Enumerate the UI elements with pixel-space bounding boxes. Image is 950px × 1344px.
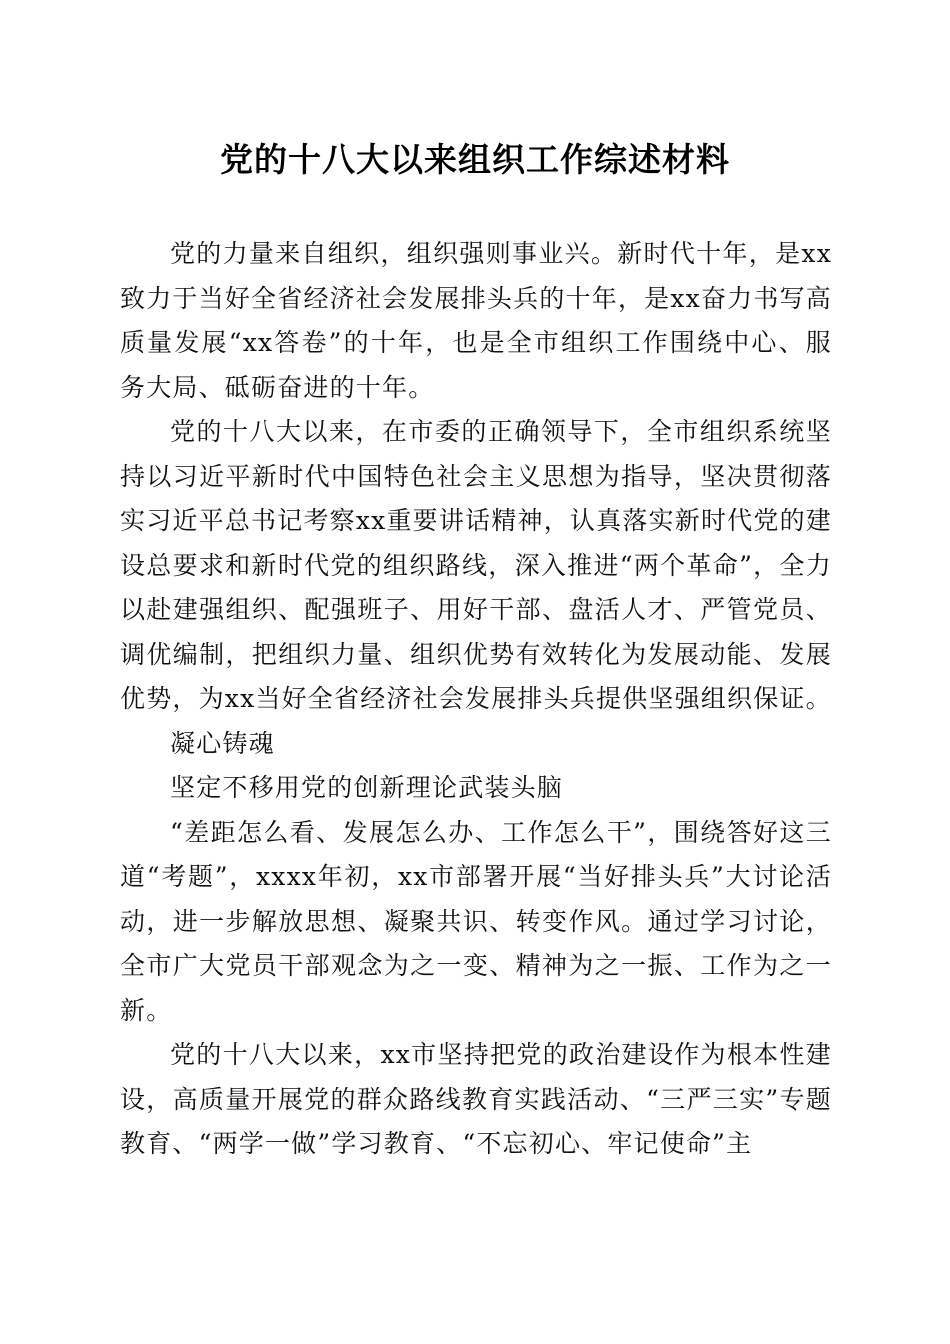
paragraph-overview: 党的十八大以来，在市委的正确领导下，全市组织系统坚持以习近平新时代中国特色社会主义思想为指导，坚决贯彻落实习近平总书记考察xx重要讲话精神，认真落实新时代党的建设总要求和新时代党的组织路线，深入推进“两个革命”，全力以赴建强组织、配强班子、用好干部、盘活人才、严管党员、调优编制，把组织力量、组织优势有效转化为发展动能、发展优势，为xx当好全省经济社会发展排头兵提供坚强组织保证。: [120, 417, 832, 713]
paragraph-political-building: 党的十八大以来，xx市坚持把党的政治建设作为根本性建设，高质量开展党的群众路线教育实践活动、“三严三实”专题教育、“两学一做”学习教育、“不忘初心、牢记使命”主: [120, 1040, 832, 1158]
document-body: [120, 232, 832, 1167]
section-heading: 凝心铸魂: [170, 728, 275, 758]
paragraph-discussion: “差距怎么看、发展怎么办、工作怎么干”，围绕答好这三道“考题”，xxxx年初，xx市部署开展“当好排头兵”大讨论活动，进一步解放思想、凝聚共识、转变作风。通过学习讨论，全市广大党员干部观念为之一变、精神为之一振、工作为之一新。: [120, 817, 832, 1025]
paragraph-intro: 党的力量来自组织，组织强则事业兴。新时代十年，是xx致力于当好全省经济社会发展排头兵的十年，是xx奋力书写高质量发展“xx答卷”的十年，也是全市组织工作围绕中心、服务大局、砥砺奋进的十年。: [120, 239, 832, 402]
sub-heading: 坚定不移用党的创新理论武装头脑: [170, 773, 564, 802]
document-title: 党的十八大以来组织工作综述材料: [220, 140, 730, 179]
